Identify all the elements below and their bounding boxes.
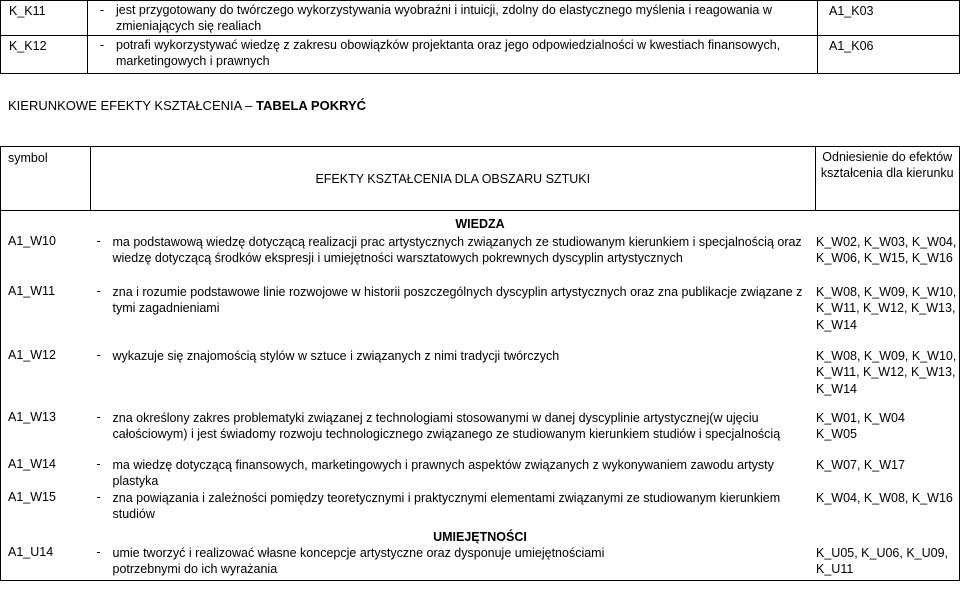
symbol-cell: A1_W11 xyxy=(8,284,56,298)
section-label-row xyxy=(1,526,960,545)
symbol-cell: A1_W15 xyxy=(8,490,56,504)
header-effects: EFEKTY KSZTAŁCENIA DLA OBSZARU SZTUKI xyxy=(91,147,816,211)
description-cell: - umie tworzyć i realizować własne koncepcje artystyczne oraz dysponuje umiejętnościami potrzebnymi do ich wyrażania xyxy=(91,545,816,580)
symbol-cell: A1_U14 xyxy=(8,545,54,559)
description-text: wykazuje się znajomością stylów w sztuce i związanych z nimi tradycji twórczych xyxy=(112,349,560,363)
symbol-cell: A1_W10 xyxy=(8,234,56,248)
description-cell: - zna określony zakres problematyki związanej z technologiami stosowanymi w danej dyscyplinie artystycznej(w ujęciu całościowym) i jest świadomy rozwoju technologicznego związanego ze studiowanym kierunkiem studiów i specjalnością xyxy=(91,410,816,457)
description-text: zna powiązania i zależności pomiędzy teoretycznymi i praktycznymi elementami związanymi ze studiowanym kierunkiem studiów xyxy=(112,491,781,522)
reference-cell: A1_K06 xyxy=(818,36,960,74)
description-cell: - jest przygotowany do twórczego wykorzystywania wyobraźni i intuicji, zdolny do elastycznego myślenia i reagowania w zmieniających się realiach xyxy=(88,1,818,36)
table-row xyxy=(1,545,960,580)
description-text: zna i rozumie podstawowe linie rozwojowe w historii poszczególnych dyscyplin artystycznych oraz zna publikacje związane z tymi zagadnieniami xyxy=(112,285,803,316)
section-label-row xyxy=(1,211,960,235)
reference-cell: A1_K03 xyxy=(818,1,960,36)
symbol-cell: K_K12 xyxy=(1,36,88,74)
description-cell: - wykazuje się znajomością stylów w sztuce i związanych z nimi tradycji twórczych xyxy=(91,348,816,410)
reference-cell xyxy=(815,410,960,457)
reference-cell: K_W08, K_W09, K_W10, K_W11, K_W12, K_W13, K_W14 xyxy=(816,285,957,332)
coverage-table xyxy=(0,146,960,581)
description-text: zna określony zakres problematyki związanej z technologiami stosowanymi w danej dyscyplinie artystycznej(w ujęciu całościowym) i jest świadomy rozwoju technologicznego związanego ze studiowanym kierunkiem studiów i specjalnością xyxy=(112,411,781,442)
section-label: WIEDZA xyxy=(455,217,505,231)
symbol-cell: K_K11 xyxy=(1,1,88,36)
table-row xyxy=(1,457,960,490)
description-cell: - zna powiązania i zależności pomiędzy teoretycznymi i praktycznymi elementami związanymi ze studiowanym kierunkiem studiów xyxy=(91,490,816,526)
section-label: UMIEJĘTNOŚCI xyxy=(433,530,527,544)
description-text: ma podstawową wiedzę dotyczącą realizacji prac artystycznych związanych ze studiowanym kierunkiem i specjalnością oraz wiedzę dotyczącą środków ekspresji i umiejętności warsztatowych pokrewnych dyscyplin artystycznych xyxy=(112,235,802,266)
description-text: ma wiedzę dotyczącą finansowych, marketingowych i prawnych aspektów związanych z wykonywaniem zawodu artysty plastyka xyxy=(112,458,774,489)
reference-cell: K_W04, K_W08, K_W16 xyxy=(816,491,953,505)
table-row xyxy=(1,36,960,74)
description-cell: - potrafi wykorzystywać wiedzę z zakresu obowiązków projektanta oraz jego odpowiedzialności w kwestiach finansowych, marketingowych i prawnych xyxy=(88,36,818,74)
symbol-cell: A1_W13 xyxy=(8,410,56,424)
reference-cell: K_W08, K_W09, K_W10, K_W11, K_W12, K_W13, K_W14 xyxy=(816,349,957,396)
description-text: potrafi wykorzystywać wiedzę z zakresu obowiązków projektanta oraz jego odpowiedzialności w kwestiach finansowych, marketingowych i prawnych xyxy=(116,38,781,68)
description-cell: - ma podstawową wiedzę dotyczącą realizacji prac artystycznych związanych ze studiowanym kierunkiem i specjalnością oraz wiedzę dotyczącą środków ekspresji i umiejętności warsztatowych pokrewnych dyscyplin artystycznych xyxy=(91,234,816,284)
symbol-cell: A1_W14 xyxy=(8,457,56,471)
top-effects-table xyxy=(0,0,960,74)
table-row xyxy=(1,490,960,526)
table-row xyxy=(1,348,960,410)
symbol-cell: A1_W12 xyxy=(8,348,56,362)
description-text: jest przygotowany do twórczego wykorzystywania wyobraźni i intuicji, zdolny do elastycznego myślenia i reagowania w zmieniających się realiach xyxy=(116,3,772,33)
reference-cell: K_W02, K_W03, K_W04, K_W06, K_W15, K_W16 xyxy=(816,235,957,266)
reference-cell: K_U05, K_U06, K_U09, K_U11 xyxy=(816,546,949,577)
table-row xyxy=(1,234,960,284)
description-text: umie tworzyć i realizować własne koncepcje artystyczne oraz dysponuje umiejętnościami potrzebnymi do ich wyrażania xyxy=(112,546,605,577)
header-reference: Odniesienie do efektów kształcenia dla kierunku xyxy=(815,147,960,211)
header-symbol: symbol xyxy=(1,147,91,211)
table-header xyxy=(1,147,960,211)
description-cell: - ma wiedzę dotyczącą finansowych, marketingowych i prawnych aspektów związanych z wykonywaniem zawodu artysty plastyka xyxy=(91,457,816,490)
table-row xyxy=(1,1,960,36)
reference-cell: K_W07, K_W17 xyxy=(816,458,905,472)
table-row xyxy=(1,410,960,457)
reference-text: K_W01, K_W04 K_W05 xyxy=(816,411,905,442)
section-title: KIERUNKOWE EFEKTY KSZTAŁCENIA – TABELA POKRYĆ xyxy=(8,98,367,113)
description-cell: - zna i rozumie podstawowe linie rozwojowe w historii poszczególnych dyscyplin artystycznych oraz zna publikacje związane z tymi zagadnieniami xyxy=(91,284,816,348)
table-row xyxy=(1,284,960,348)
